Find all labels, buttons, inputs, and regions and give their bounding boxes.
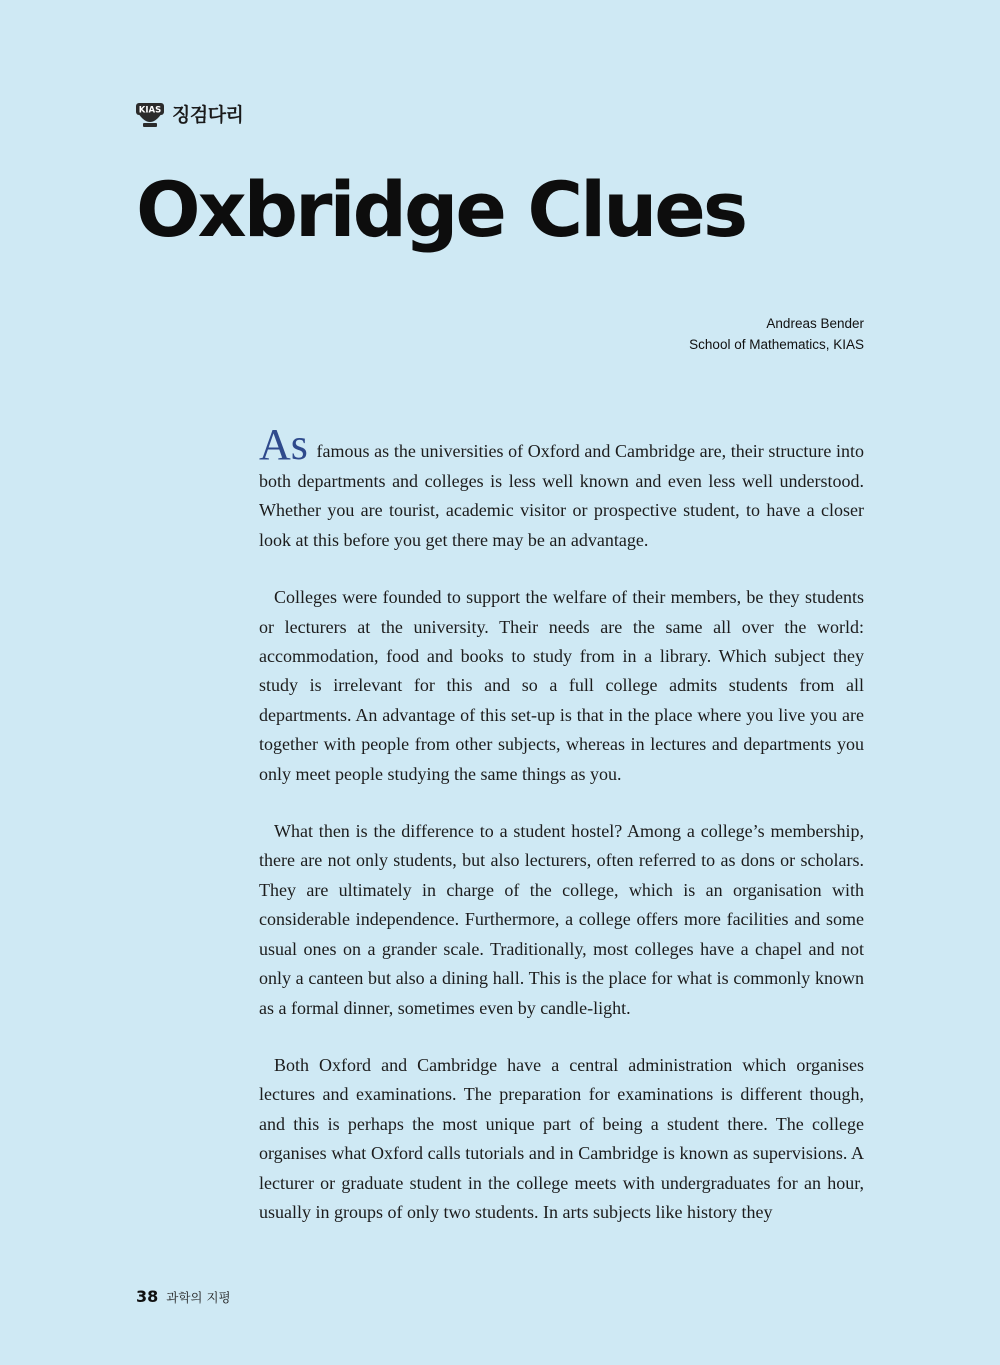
paragraph-1-text: famous as the universities of Oxford and Cambridge are, their structure into both departments and colleges is less well known and even less well understood. Whether you are tourist, academic visitor or prospective student, to have a closer look at this before you get there may be an advantage. xyxy=(259,441,864,550)
paragraph-2: Colleges were founded to support the welfare of their members, be they students or lecturers at the university. Their needs are the same all over the world: accommodation, food and books to study from in a library. Which subject they study is irrelevant for this and so a full college admits students from all departments. An advantage of this set-up is that in the place where you live you are together with people from other subjects, whereas in lectures and departments you only meet people studying the same things as you. xyxy=(259,587,864,784)
kias-logo xyxy=(136,97,164,129)
page-number: 38 xyxy=(136,1287,159,1306)
paragraph-4: Both Oxford and Cambridge have a central administration which organises lectures and examinations. The preparation for examinations is different though, and this is perhaps the most unique part of being a student there. The college organises what Oxford calls tutorials and in Cambridge is known as supervisions. A lecturer or graduate student in the college meets with undergraduates for an hour, usually in groups of only two students. In arts subjects like history they xyxy=(259,1054,864,1222)
author-affiliation: School of Mathematics, KIAS xyxy=(689,337,864,352)
section-name: 징검다리 xyxy=(172,103,244,126)
byline xyxy=(689,313,864,355)
paragraph-1 xyxy=(259,420,864,555)
kias-logo-text: KIAS xyxy=(138,105,162,116)
author-name: Andreas Bender xyxy=(766,316,864,331)
page-footer xyxy=(136,1287,231,1306)
drop-cap: As xyxy=(259,420,308,469)
paragraph-3: What then is the difference to a student hostel? Among a college’s membership, there are not only students, but also lecturers, often referred to as dons or scholars. They are ultimately in charge of the college, which is an organisation with considerable independence. Furthermore, a college offers more facilities and some usual ones on a grander scale. Traditionally, most colleges have a chapel and not only a canteen but also a dining hall. This is the place for what is commonly known as a formal dinner, sometimes even by candle-light. xyxy=(259,821,864,1018)
article-body xyxy=(259,420,864,1255)
article-title: Oxbridge Clues xyxy=(136,165,746,254)
section-label xyxy=(136,96,243,130)
magazine-name: 과학의 지평 xyxy=(166,1290,231,1305)
